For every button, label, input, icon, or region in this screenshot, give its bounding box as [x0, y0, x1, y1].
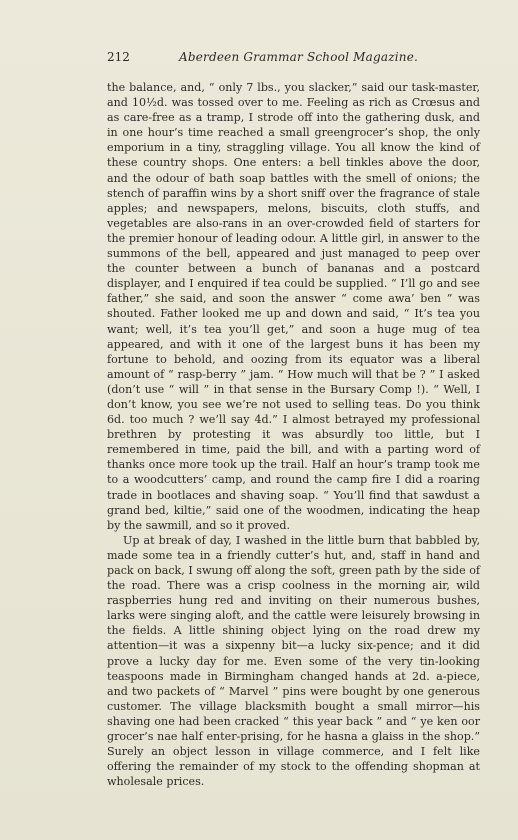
paragraph-1: the balance, and, “ only 7 lbs., you slacker,” said our task-master, and 10½d. was tossed over to me. Feeling as rich as Crœsus and as care-free as a tramp, I strode off into the gathering dusk, and in one hour’s time reached a small greengrocer’s shop, the only emporium in a tiny, straggling village. You all know the kind of these country shops. One enters: a bell tinkles above the door, and the odour of bath soap battles with the smell of onions; the stench of paraffin wins by a short sniff over the fragrance of stale apples; and newspapers, melons, biscuits, cloth stuffs, and vegetables are also-rans in an over-crowded field of starters for the premier honour of leading odour. A little girl, in answer to the summons of the bell, appeared and just managed to peep over the counter between a bunch of bananas and a postcard displayer, and I enquired if tea could be supplied. “ I’ll go and see father,” she said, and soon the answer “ come awa’ ben ” was shouted. Father looked me up and down and said, “ It’s tea you want; well, it’s tea you’ll get,” and soon a huge mug of tea appeared, and with it one of the largest buns it has been my fortune to behold, and oozing from its equator was a liberal amount of “ rasp-berry ” jam. “ How much will that be ? ” I asked (don’t use “ will ” in that sense in the Bursary Comp !). “ Well, I don’t know, you see we’re not used to selling teas. Do you think 6d. too much ? we’ll say 4d.” I almost betrayed my professional brethren by protesting it was absurdly too little, but I remembered in time, paid the bill, and with a parting word of thanks once more took up the trail. Half an hour’s tramp took me to a woodcutters’ camp, and round the camp fire I did a roaring trade in bootlaces and shaving soap. “ You’ll find that sawdust a grand bed, kiltie,” said one of the woodmen, indicating the heap by the sawmill, and so it proved.: [107, 81, 480, 532]
running-head: [107, 50, 480, 64]
journal-title: Aberdeen Grammar School Magazine.: [179, 50, 419, 64]
page-number: 212: [107, 50, 130, 64]
paragraph-2: Up at break of day, I washed in the little burn that babbled by, made some tea in a friendly cutter’s hut, and, staff in hand and pack on back, I swung off along the soft, green path by the side of the road. There was a crisp coolness in the morning air, wild raspberries hung red and inviting on their numerous bushes, larks were singing aloft, and the cattle were leisurely browsing in the fields. A little shining object lying on the road drew my attention—it was a sixpenny bit—a lucky six-pence; and it did prove a lucky day for me. Even some of the very tin-looking teaspoons made in Birmingham changed hands at 2d. a-piece, and two packets of “ Marvel ” pins were bought by one generous customer. The village blacksmith bought a small mirror—his shaving one had been cracked “ this year back ” and “ ye ken oor grocer’s nae half enter-prising, for he hasna a glaiss in the shop.” Surely an object lesson in village commerce, and I felt like offering the remainder of my stock to the offending shopman at wholesale prices.: [107, 533, 480, 789]
article-body: [107, 80, 480, 789]
